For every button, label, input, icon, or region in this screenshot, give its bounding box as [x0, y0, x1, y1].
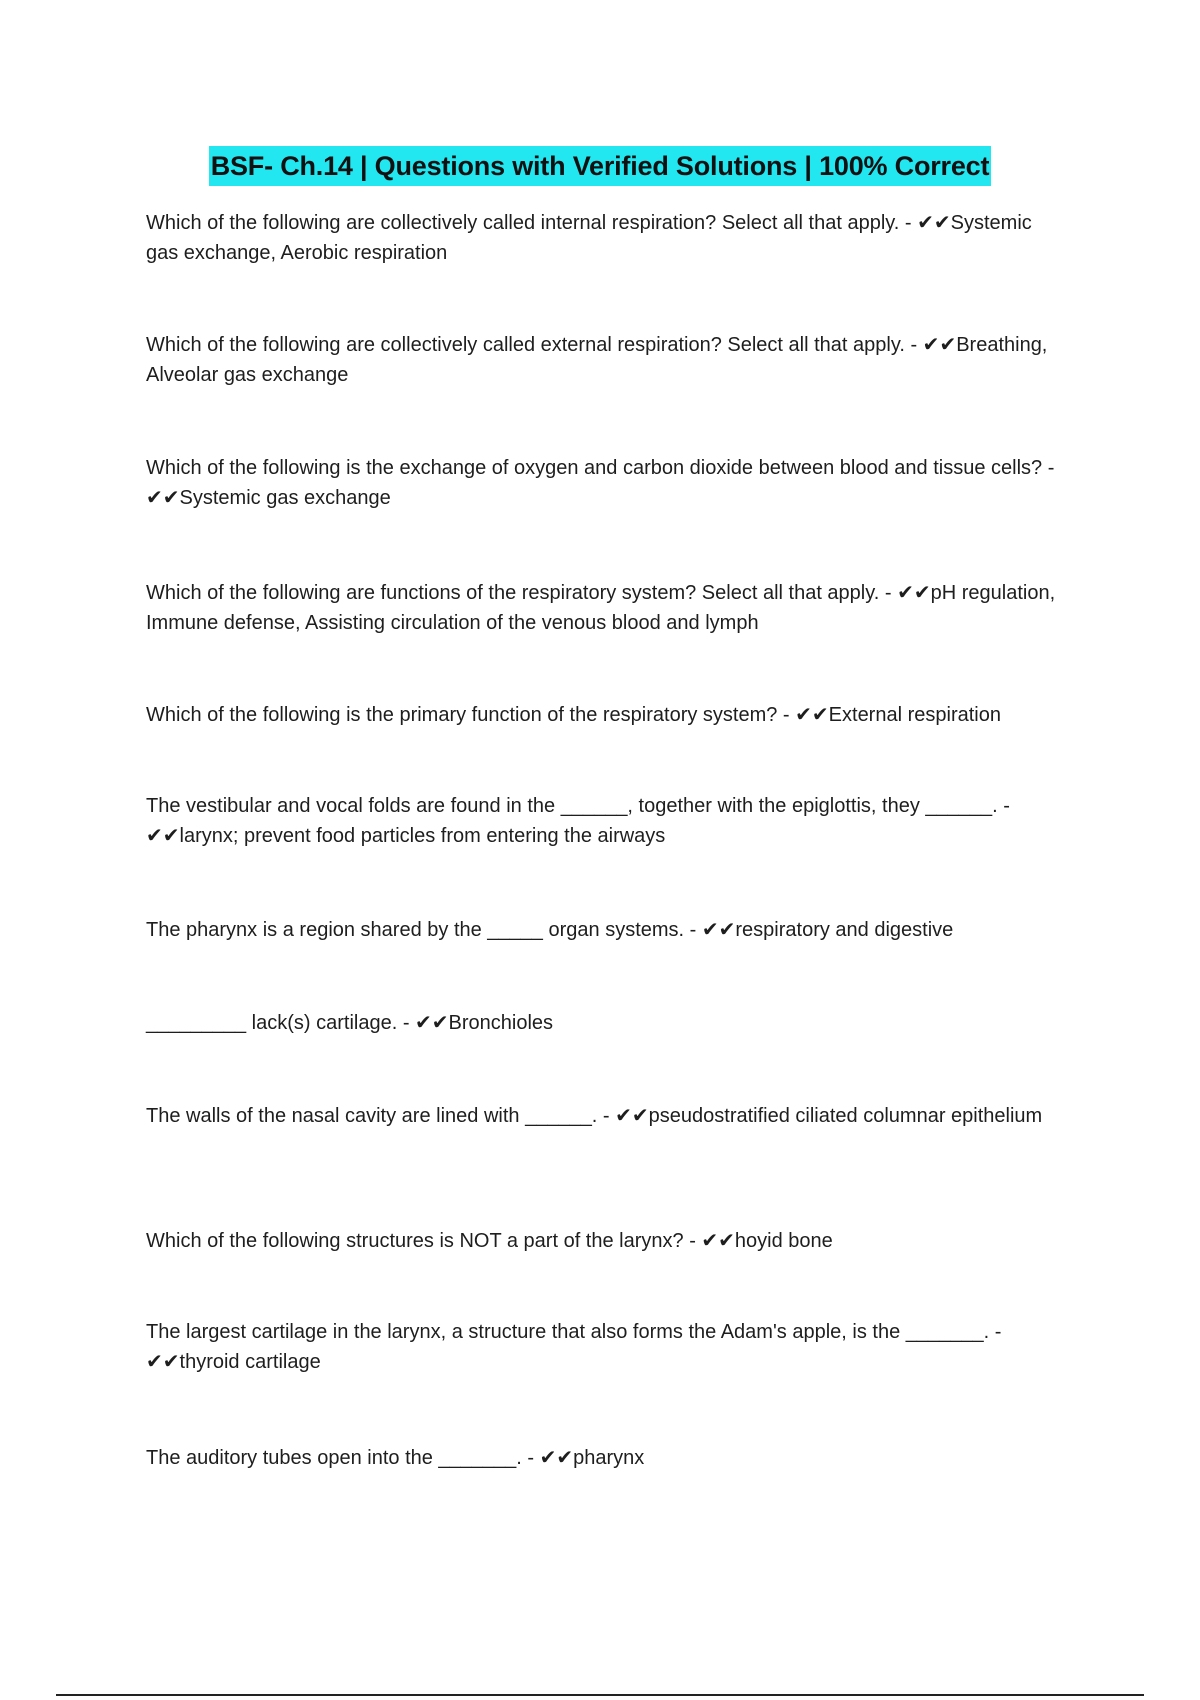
- qa-item: The walls of the nasal cavity are lined with ______. - ✔✔pseudostratified ciliated columnar epithelium: [146, 1105, 1043, 1127]
- qa-item: The largest cartilage in the larynx, a structure that also forms the Adam's apple, is the _______. - ✔✔thyroid cartilage: [146, 1321, 1002, 1373]
- qa-item: The pharynx is a region shared by the _____ organ systems. - ✔✔respiratory and digestive: [146, 919, 954, 941]
- qa-item: The auditory tubes open into the _______. - ✔✔pharynx: [146, 1447, 645, 1469]
- qa-item: Which of the following is the primary function of the respiratory system? - ✔✔External respiration: [146, 704, 1001, 726]
- qa-item: Which of the following are collectively called internal respiration? Select all that apply. - ✔✔Systemic gas exchange, Aerobic respiration: [146, 212, 1032, 264]
- qa-item: Which of the following are functions of the respiratory system? Select all that apply. - ✔✔pH regulation, Immune defense, Assisting circulation of the venous blood and lymph: [146, 582, 1056, 634]
- qa-item: Which of the following structures is NOT a part of the larynx? - ✔✔hoyid bone: [146, 1230, 833, 1252]
- page-title: BSF- Ch.14 | Questions with Verified Solutions | 100% Correct: [209, 146, 992, 186]
- qa-item: _________ lack(s) cartilage. - ✔✔Bronchioles: [146, 1012, 554, 1034]
- qa-item: Which of the following are collectively called external respiration? Select all that apply. - ✔✔Breathing, Alveolar gas exchange: [146, 334, 1048, 386]
- footer-divider: [56, 1694, 1144, 1696]
- qa-item: The vestibular and vocal folds are found in the ______, together with the epiglottis, they ______. - ✔✔larynx; prevent food particles from entering the airways: [146, 795, 1010, 847]
- title-container: [0, 146, 1200, 186]
- qa-item: Which of the following is the exchange of oxygen and carbon dioxide between blood and tissue cells? - ✔✔Systemic gas exchange: [146, 457, 1055, 509]
